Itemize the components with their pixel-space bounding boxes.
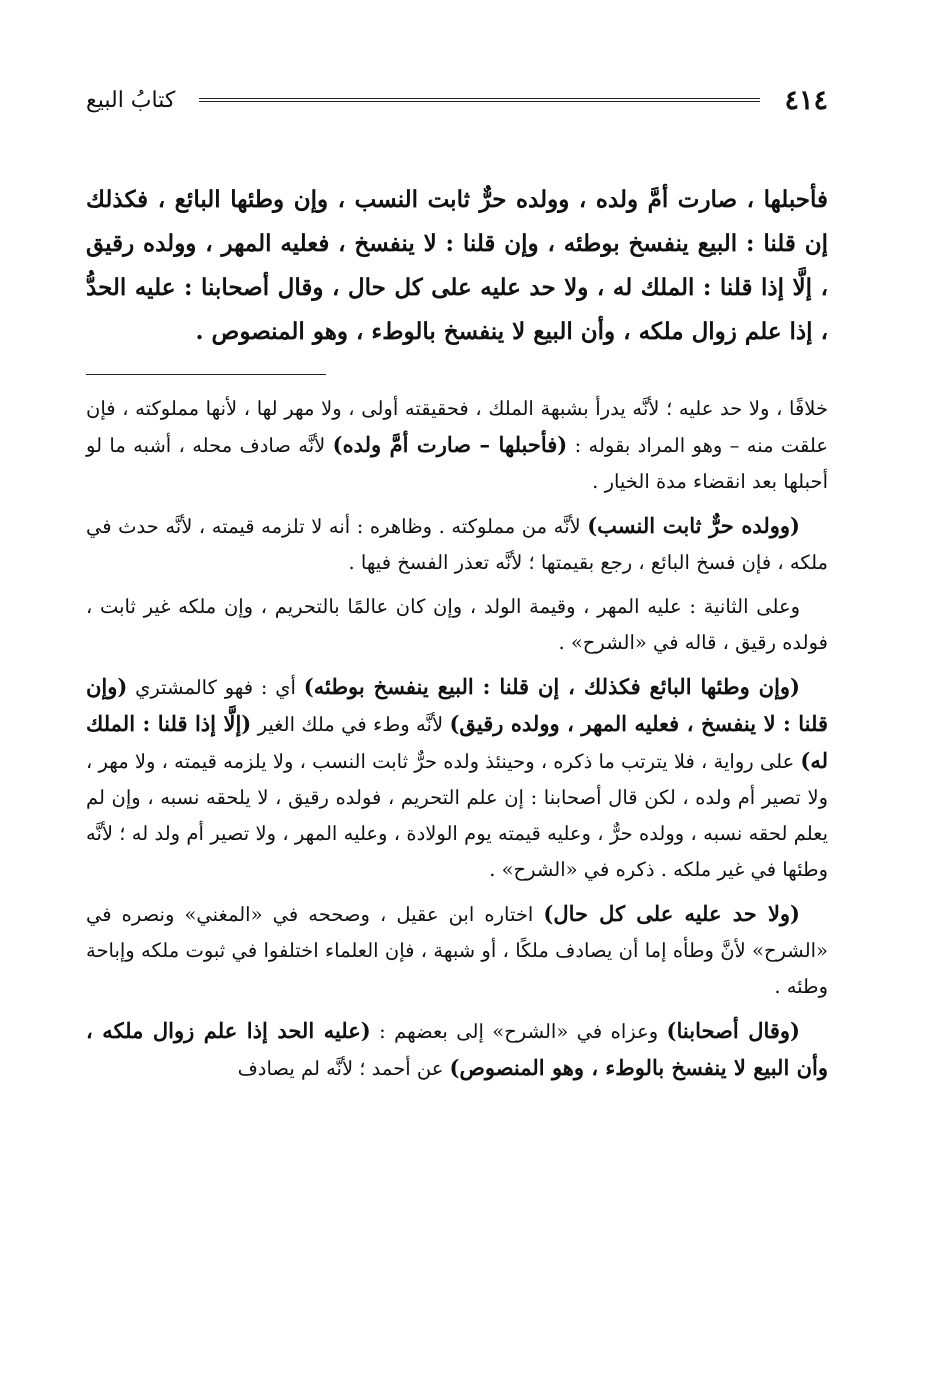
commentary-paragraph: [86, 1013, 828, 1087]
commentary-text: وعلى الثانية : عليه المهر ، وقيمة الولد ، وإن كان عالمًا بالتحريم ، وإن ملكه غير ثابت ، فولده رقيق ، قاله في «الشرح» .: [86, 595, 828, 654]
commentary-paragraph: [86, 896, 828, 1005]
matn-text: فأحبلها ، صارت أمَّ ولده ، وولده حرٌّ ثابت النسب ، وإن وطئها البائع ، فكذلك إن قلنا : البيع ينفسخ بوطئه ، وإن قلنا : لا ينفسخ ، فعليه المهر ، وولده رقيق ، إلَّا إذا قلنا : الملك له ، ولا حد عليه على كل حال ، وقال أصحابنا : عليه الحدُّ ، إذا علم زوال ملكه ، وأن البيع لا ينفسخ بالوطء ، وهو المنصوص .: [86, 186, 828, 345]
matn-quote: (عليه الحد إذا علم زوال ملكه ، وأن البيع لا ينفسخ بالوطء ، وهو المنصوص): [86, 1018, 828, 1080]
commentary-paragraph: [86, 391, 828, 500]
book-page: [86, 72, 828, 1095]
book-title: كتابُ البيع: [86, 87, 176, 113]
matn-quote: (وإن قلنا : لا ينفسخ ، فعليه المهر ، وولده رقيق): [86, 674, 829, 736]
commentary-text: خلافًا ، ولا حد عليه ؛ لأنَّه يدرأ بشبهة الملك ، فحقيقته أولى ، ولا مهر لها ، لأنها مملوكته ، فإن علقت منه – وهو المراد بقوله :: [86, 397, 828, 457]
commentary-text: لأنَّه وطء في ملك الغير: [251, 713, 450, 736]
commentary-text: أي : فهو كالمشتري: [127, 676, 304, 699]
matn-quote: (فأحبلها – صارت أمَّ ولده): [332, 432, 568, 457]
commentary-text: لأنَّه صادف محله ، أشبه ما لو أحبلها بعد انقضاء مدة الخيار .: [86, 434, 828, 493]
commentary-text: عن أحمد ؛ لأنَّه لم يصادف: [237, 1057, 450, 1080]
commentary-paragraph: [86, 589, 828, 661]
commentary-text: لأنَّه من مملوكته . وظاهره : أنه لا تلزمه قيمته ، لأنَّه حدث في ملكه ، فإن فسخ البائع ، رجع بقيمتها ؛ لأنَّه تعذر الفسخ فيها .: [86, 515, 828, 574]
commentary-paragraph: [86, 508, 828, 581]
commentary-paragraph: [86, 669, 828, 888]
matn-quote: (وولده حرٌّ ثابت النسب): [587, 513, 800, 538]
commentary-text: على رواية ، فلا يترتب ما ذكره ، وحينئذ ولده حرٌّ ثابت النسب ، ولا يلزمه قيمته ، ولا مهر ، ولا تصير أم ولده ، لكن قال أصحابنا : إن علم التحريم ، فولده رقيق ، لا يلحقه نسبه ، وإن لم يعلم لحقه نسبه ، وولده حرٌّ ، وعليه قيمته يوم الولادة ، وعليه المهر ، ولا تصير أم ولد له ؛ لأنَّه وطئها في غير ملكه . ذكره في «الشرح» .: [86, 750, 828, 881]
matn-quote: (إلَّا إذا قلنا : الملك له): [86, 711, 828, 773]
header-rule: [199, 98, 760, 102]
commentary: [86, 391, 828, 1087]
matn-quote: (وقال أصحابنا): [666, 1018, 800, 1043]
page-number: ٤١٤: [784, 84, 828, 116]
footnote-rule: [86, 374, 326, 375]
matn-quote: (وإن وطئها البائع فكذلك ، إن قلنا : البيع ينفسخ بوطئه): [303, 674, 800, 699]
commentary-text: وعزاه في «الشرح» إلى بعضهم :: [370, 1020, 667, 1043]
commentary-text: اختاره ابن عقيل ، وصححه في «المغني» ونصره في «الشرح» لأنَّ وطأه إما أن يصادف ملكًا ، أو شبهة ، فإن العلماء اختلفوا في ثبوت ملكه وإباحة وطئه .: [86, 903, 828, 998]
matn-quote: (ولا حد عليه على كل حال): [543, 901, 800, 926]
running-header: [86, 72, 828, 128]
